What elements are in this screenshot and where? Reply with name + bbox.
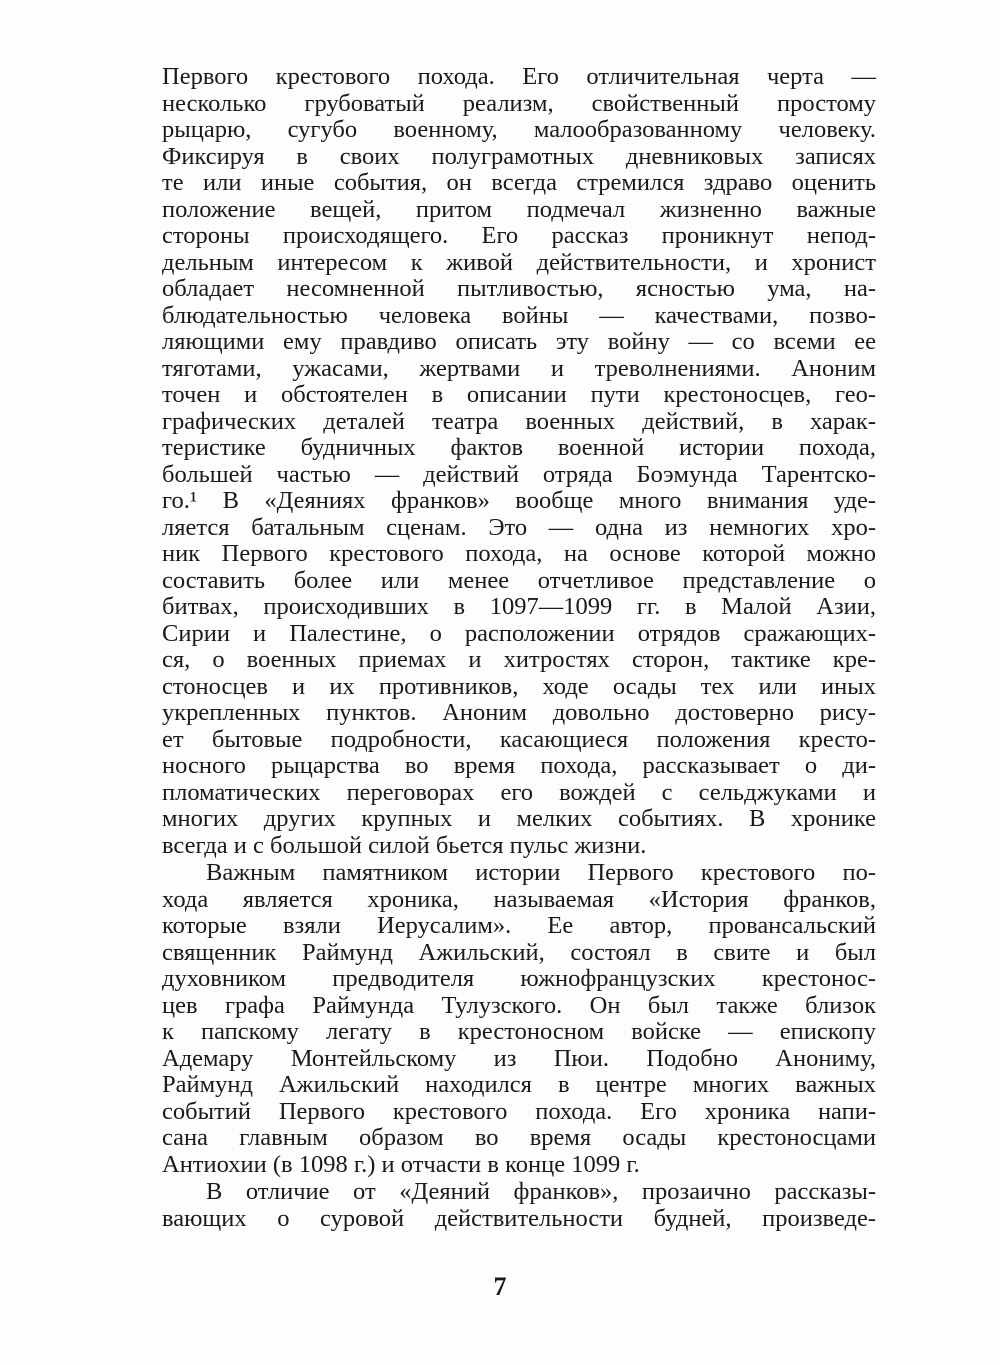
- text-line: составить более или менее отчетливое представление о: [162, 566, 876, 594]
- text-line: стороны происходящего. Его рассказ проникнут непод-: [162, 222, 876, 249]
- text-line: стоносцев и их противников, ходе осады тех или иных: [162, 672, 876, 700]
- text-line: всегда и с большой силой бьется пульс жизни.: [162, 831, 647, 859]
- text-line: положение вещей, притом подмечал жизненно важные: [162, 195, 876, 223]
- text-line: ник Первого крестового похода, на основе которой можно: [162, 540, 876, 567]
- paragraph-1: [162, 64, 876, 859]
- text-line: Первого крестового похода. Его отличительная черта —: [162, 63, 876, 90]
- text-line: обладает несомненной пытливостью, ясностью ума, на-: [162, 275, 876, 302]
- text-line: битвах, происходивших в 1097—1099 гг. в Малой Азии,: [162, 593, 876, 620]
- text-line: духовником предводителя южнофранцузских крестонос-: [162, 965, 876, 992]
- text-line: ляющими ему правдиво описать эту войну — со всеми ее: [162, 328, 876, 355]
- text-line: рыцарю, сугубо военному, малообразованному человеку.: [162, 116, 876, 143]
- text-line: ет бытовые подробности, касающиеся положения кресто-: [162, 725, 876, 753]
- text-line: сана главным образом во время осады крестоносцами: [162, 1124, 876, 1151]
- text-line: укрепленных пунктов. Аноним довольно достоверно рису-: [162, 699, 876, 726]
- text-line: графических деталей театра военных действий, в харак-: [162, 407, 876, 435]
- paragraph-2: [162, 860, 876, 1178]
- text-line: ся, о военных приемах и хитростях сторон, тактике кре-: [162, 646, 876, 673]
- text-line: ляется батальным сценам. Это — одна из немногих хро-: [162, 513, 876, 541]
- text-line: событий Первого крестового похода. Его хроника напи-: [162, 1097, 876, 1125]
- text-line: дельным интересом к живой действительности, и хронист: [162, 248, 876, 276]
- text-line: тяготами, ужасами, жертвами и треволнениями. Аноним: [162, 354, 876, 382]
- text-line: точен и обстоятелен в описании пути крестоносцев, гео-: [162, 381, 876, 408]
- text-line: многих других крупных и мелких событиях. В хронике: [162, 805, 876, 832]
- text-line: те или иные события, он всегда стремился здраво оценить: [162, 169, 876, 196]
- text-line: Важным памятником истории Первого крестового по-: [206, 859, 876, 886]
- text-line: пломатических переговорах его вождей с сельджуками и: [162, 778, 876, 806]
- text-line: вающих о суровой действительности будней, произведе-: [162, 1204, 876, 1232]
- text-line: которые взяли Иерусалим». Ее автор, провансальский: [162, 912, 876, 939]
- text-line: большей частью — действий отряда Боэмунда Тарентско-: [162, 460, 876, 488]
- text-line: блюдательностью человека войны — качествами, позво-: [162, 301, 876, 329]
- text-line: теристике будничных фактов военной истории похода,: [162, 434, 876, 461]
- body-text: [162, 64, 876, 1232]
- text-line: Антиохии (в 1098 г.) и отчасти в конце 1099 г.: [162, 1150, 640, 1178]
- text-line: несколько грубоватый реализм, свойственный простому: [162, 89, 876, 117]
- text-line: носного рыцарства во время похода, рассказывает о ди-: [162, 752, 876, 779]
- text-line: хода является хроника, называемая «История франков,: [162, 885, 876, 913]
- text-line: к папскому легату в крестоносном войске — епископу: [162, 1018, 876, 1045]
- text-line: священник Раймунд Ажильский, состоял в свите и был: [162, 938, 876, 966]
- text-line: го.¹ В «Деяниях франков» вообще много внимания уде-: [162, 487, 876, 514]
- text-line: Адемару Монтейльскому из Пюи. Подобно Анониму,: [162, 1044, 876, 1072]
- text-line: В отличие от «Деяний франков», прозаично рассказы-: [206, 1178, 876, 1205]
- text-line: Раймунд Ажильский находился в центре многих важных: [162, 1071, 876, 1098]
- text-line: Сирии и Палестине, о расположении отрядов сражающих-: [162, 619, 876, 647]
- page-number: 7: [493, 1272, 507, 1301]
- paragraph-3: [162, 1179, 876, 1232]
- text-line: цев графа Раймунда Тулузского. Он был также близок: [162, 991, 876, 1019]
- text-line: Фиксируя в своих полуграмотных дневниковых записях: [162, 142, 876, 170]
